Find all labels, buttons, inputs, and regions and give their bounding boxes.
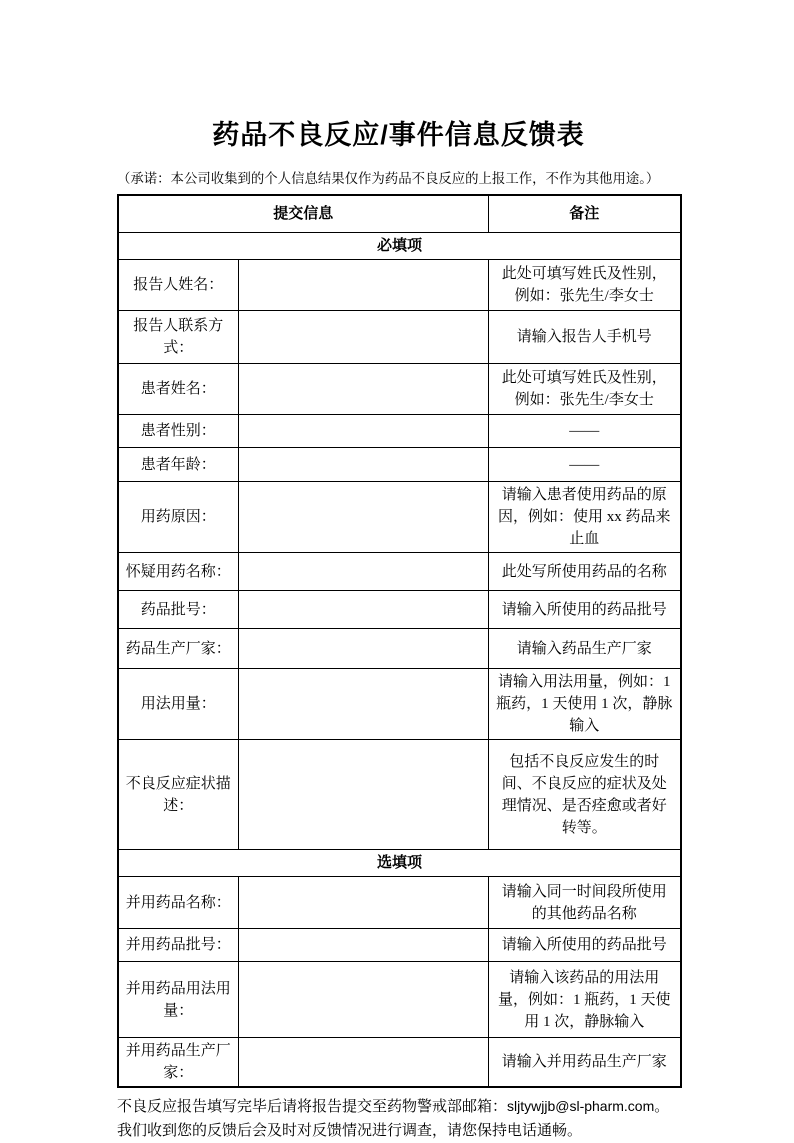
input-concomitant-drug-manufacturer[interactable]	[238, 1038, 488, 1088]
row-reporter-name	[118, 260, 681, 311]
row-medication-reason	[118, 482, 681, 553]
label-drug-manufacturer: 药品生产厂家：	[118, 629, 238, 669]
input-concomitant-drug-batch-number[interactable]	[238, 929, 488, 962]
label-concomitant-drug-dosage: 并用药品用法用量：	[118, 962, 238, 1038]
section-row-required	[118, 233, 681, 260]
input-adverse-reaction-description[interactable]	[238, 740, 488, 850]
label-patient-gender: 患者性别：	[118, 415, 238, 448]
input-dosage-usage[interactable]	[238, 669, 488, 740]
input-concomitant-drug-dosage[interactable]	[238, 962, 488, 1038]
input-patient-name[interactable]	[238, 364, 488, 415]
label-dosage-usage: 用法用量：	[118, 669, 238, 740]
section-header-optional: 选填项	[118, 850, 681, 877]
table-header-row	[118, 195, 681, 233]
row-patient-name	[118, 364, 681, 415]
label-reporter-name: 报告人姓名：	[118, 260, 238, 311]
note-medication-reason: 请输入患者使用药品的原因，例如：使用 xx 药品来止血	[488, 482, 681, 553]
row-reporter-contact	[118, 311, 681, 364]
row-concomitant-drug-manufacturer	[118, 1038, 681, 1088]
note-patient-age: ——	[488, 448, 681, 482]
label-suspected-drug-name: 怀疑用药名称：	[118, 553, 238, 591]
note-concomitant-drug-name: 请输入同一时间段所使用的其他药品名称	[488, 877, 681, 929]
row-dosage-usage	[118, 669, 681, 740]
note-concomitant-drug-dosage: 请输入该药品的用法用量，例如：1 瓶药，1 天使用 1 次，静脉输入	[488, 962, 681, 1038]
section-header-required: 必填项	[118, 233, 681, 260]
row-suspected-drug-name	[118, 553, 681, 591]
pharmacovigilance-email: sljtywjjb@sl-pharm.com	[507, 1098, 655, 1114]
row-concomitant-drug-dosage	[118, 962, 681, 1038]
feedback-form-table	[117, 194, 682, 1088]
note-reporter-name: 此处可填写姓氏及性别，例如：张先生/李女士	[488, 260, 681, 311]
label-concomitant-drug-manufacturer: 并用药品生产厂家：	[118, 1038, 238, 1088]
row-concomitant-drug-batch-number	[118, 929, 681, 962]
row-drug-manufacturer	[118, 629, 681, 669]
note-concomitant-drug-manufacturer: 请输入并用药品生产厂家	[488, 1038, 681, 1088]
label-concomitant-drug-batch-number: 并用药品批号：	[118, 929, 238, 962]
row-patient-gender	[118, 415, 681, 448]
input-reporter-contact[interactable]	[238, 311, 488, 364]
label-drug-batch-number: 药品批号：	[118, 591, 238, 629]
note-reporter-contact: 请输入报告人手机号	[488, 311, 681, 364]
note-patient-gender: ——	[488, 415, 681, 448]
note-patient-name: 此处可填写姓氏及性别，例如：张先生/李女士	[488, 364, 681, 415]
section-row-optional	[118, 850, 681, 877]
note-drug-manufacturer: 请输入药品生产厂家	[488, 629, 681, 669]
input-reporter-name[interactable]	[238, 260, 488, 311]
input-drug-manufacturer[interactable]	[238, 629, 488, 669]
note-adverse-reaction-description: 包括不良反应发生的时间、不良反应的症状及处理情况、是否痊愈或者好转等。	[488, 740, 681, 850]
label-patient-age: 患者年龄：	[118, 448, 238, 482]
input-suspected-drug-name[interactable]	[238, 553, 488, 591]
submission-instructions-suffix: 。我们收到您的反馈后会及时对反馈情况进行调查，请您保持电话通畅。	[117, 1099, 670, 1139]
label-reporter-contact: 报告人联系方式：	[118, 311, 238, 364]
submission-instructions	[117, 1094, 680, 1143]
submission-instructions-prefix: 不良反应报告填写完毕后请将报告提交至药物警戒部邮箱：	[117, 1099, 508, 1115]
row-drug-batch-number	[118, 591, 681, 629]
column-header-submit-info: 提交信息	[118, 195, 488, 233]
privacy-disclaimer: （承诺：本公司收集到的个人信息结果仅作为药品不良反应的上报工作，不作为其他用途。）	[117, 171, 660, 186]
note-drug-batch-number: 请输入所使用的药品批号	[488, 591, 681, 629]
label-concomitant-drug-name: 并用药品名称：	[118, 877, 238, 929]
label-patient-name: 患者姓名：	[118, 364, 238, 415]
input-concomitant-drug-name[interactable]	[238, 877, 488, 929]
note-dosage-usage: 请输入用法用量，例如：1 瓶药，1 天使用 1 次，静脉输入	[488, 669, 681, 740]
input-drug-batch-number[interactable]	[238, 591, 488, 629]
label-medication-reason: 用药原因：	[118, 482, 238, 553]
row-adverse-reaction-description	[118, 740, 681, 850]
input-patient-gender[interactable]	[238, 415, 488, 448]
input-patient-age[interactable]	[238, 448, 488, 482]
note-concomitant-drug-batch-number: 请输入所使用的药品批号	[488, 929, 681, 962]
row-patient-age	[118, 448, 681, 482]
label-adverse-reaction-description: 不良反应症状描述：	[118, 740, 238, 850]
column-header-remarks: 备注	[488, 195, 681, 233]
page-title: 药品不良反应/事件信息反馈表	[212, 120, 585, 150]
note-suspected-drug-name: 此处写所使用药品的名称	[488, 553, 681, 591]
input-medication-reason[interactable]	[238, 482, 488, 553]
row-concomitant-drug-name	[118, 877, 681, 929]
